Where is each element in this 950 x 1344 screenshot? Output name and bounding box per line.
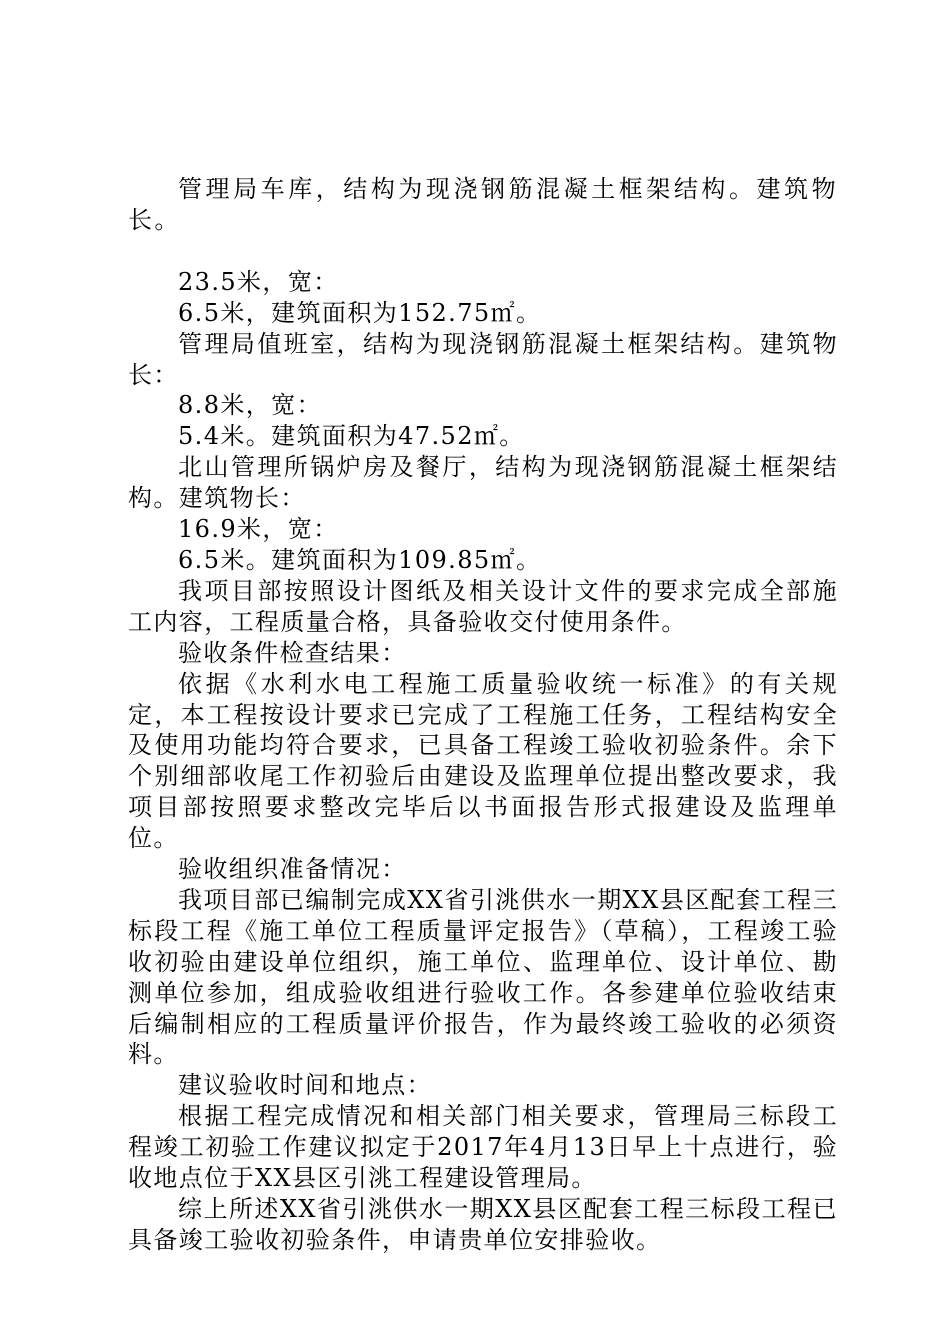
document-body bbox=[128, 174, 838, 1256]
paragraph-organization: 我项目部已编制完成XX省引洮供水一期XX县区配套工程三标段工程《施工单位工程质量评定报告》（草稿），工程竣工验收初验由建设单位组织，施工单位、监理单位、设计单位、勘测单位参加，组成验收组进行验收工作。各参建单位验收结束后编制相应的工程质量评价报告，作为最终竣工验收的必须资料。 bbox=[128, 885, 838, 1069]
paragraph-garage-area: 6.5米，建筑面积为152.75㎡。 bbox=[178, 298, 542, 327]
heading-inspection-result: 验收条件检查结果： bbox=[178, 638, 407, 667]
paragraph-garage-length: 23.5米，宽： bbox=[178, 267, 339, 296]
paragraph-time-place: 根据工程完成情况和相关部门相关要求，管理局三标段工程竣工初验工作建议拟定于2017年4月13日早上十点进行，验收地点位于XX县区引洮工程建设管理局。 bbox=[128, 1102, 838, 1193]
paragraph-duty-room-length: 8.8米，宽： bbox=[178, 391, 322, 420]
paragraph-boiler-room-area: 6.5米。建筑面积为109.85㎡。 bbox=[178, 545, 542, 574]
paragraph-duty-room-area: 5.4米。建筑面积为47.52㎡。 bbox=[178, 422, 525, 451]
paragraph-boiler-room: 北山管理所锅炉房及餐厅，结构为现浇钢筋混凝土框架结构。建筑物长： bbox=[128, 453, 838, 513]
paragraph-duty-room: 管理局值班室，结构为现浇钢筋混凝土框架结构。建筑物长： bbox=[128, 329, 838, 389]
paragraph-conclusion: 综上所述XX省引洮供水一期XX县区配套工程三标段工程已具备竣工验收初验条件，申请贵单位安排验收。 bbox=[128, 1195, 838, 1254]
paragraph-boiler-room-length: 16.9米，宽： bbox=[178, 515, 339, 544]
heading-organization: 验收组织准备情况： bbox=[178, 855, 407, 884]
paragraph-completion: 我项目部按照设计图纸及相关设计文件的要求完成全部施工内容，工程质量合格，具备验收交付使用条件。 bbox=[128, 576, 838, 636]
paragraph-inspection-result: 依据《水利水电工程施工质量验收统一标准》的有关规定，本工程按设计要求已完成了工程施工任务，工程结构安全及使用功能均符合要求，已具备工程竣工验收初验条件。余下个别细部收尾工作初验后由建设及监理单位提出整改要求，我项目部按照要求整改完毕后以书面报告形式报建设及监理单位。 bbox=[128, 669, 838, 853]
heading-time-place: 建议验收时间和地点： bbox=[178, 1071, 432, 1100]
paragraph-garage: 管理局车库，结构为现浇钢筋混凝土框架结构。建筑物长。 bbox=[128, 175, 838, 234]
